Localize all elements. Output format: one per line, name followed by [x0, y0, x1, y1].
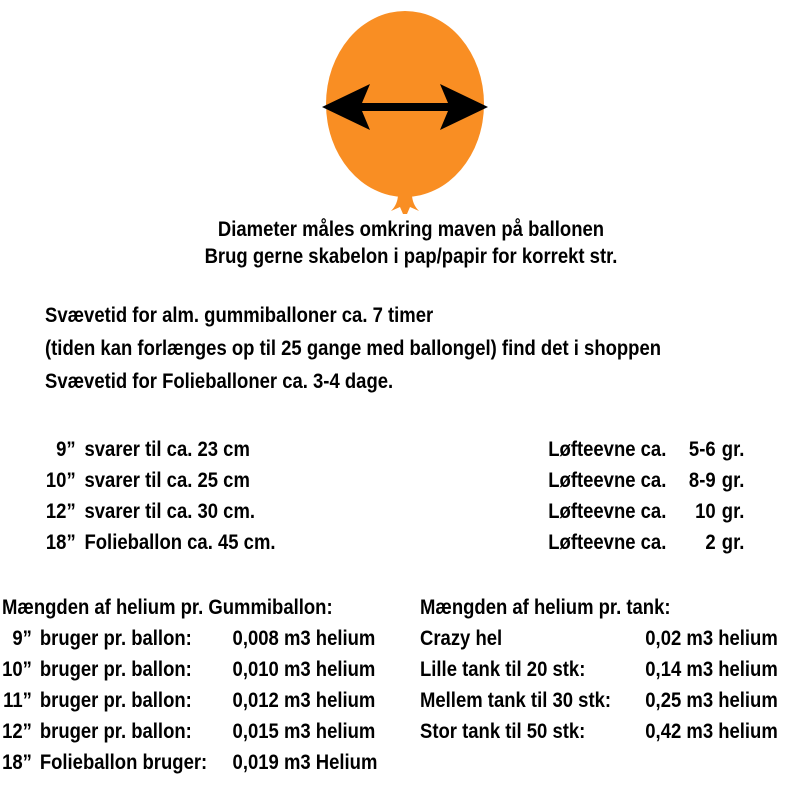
row-value: 0,25 m3 helium — [645, 689, 778, 712]
helium-tank-row — [420, 654, 800, 685]
row-label: Lille tank til 20 stk: — [420, 658, 586, 681]
float-time-line-3: Svævetid for Folieballoner ca. 3-4 dage. — [45, 370, 394, 393]
size-inches: 18” — [45, 531, 76, 554]
row-inches: 9” — [12, 627, 32, 650]
caption-line-1: Diameter måles omkring maven på ballonen — [217, 218, 605, 241]
lift-value: 5-6 — [688, 438, 716, 461]
balloon-knot — [391, 194, 419, 214]
helium-per-tank-section — [420, 592, 800, 747]
helium-tank-row — [420, 685, 800, 716]
row-inches: 18” — [2, 751, 32, 774]
helium-balloon-row — [2, 685, 442, 716]
row-value: 0,012 m3 helium — [232, 689, 376, 712]
lift-value: 10 — [695, 500, 716, 523]
size-text: svarer til ca. 30 cm. — [84, 500, 256, 523]
float-time-line-2: (tiden kan forlænges op til 25 gange med ballongel) find det i shoppen — [45, 337, 662, 360]
lift-unit: gr. — [721, 531, 745, 554]
size-inches: 10” — [45, 469, 76, 492]
helium-per-tank-title: Mængden af helium pr. tank: — [420, 596, 671, 619]
row-value: 0,14 m3 helium — [645, 658, 778, 681]
caption-line-2: Brug gerne skabelon i pap/papir for korrekt str. — [204, 245, 618, 268]
lift-label: Løfteevne ca. — [548, 531, 667, 554]
size-text: svarer til ca. 25 cm — [84, 469, 250, 492]
diameter-caption — [49, 216, 772, 270]
row-value: 0,02 m3 helium — [645, 627, 778, 650]
size-inches: 12” — [45, 500, 76, 523]
lift-label: Løfteevne ca. — [548, 438, 667, 461]
size-row — [0, 496, 797, 527]
row-value: 0,008 m3 helium — [232, 627, 376, 650]
float-time-note — [45, 299, 800, 398]
row-value: 0,010 m3 helium — [232, 658, 376, 681]
size-conversion-table — [0, 434, 797, 558]
row-inches: 10” — [2, 658, 32, 681]
row-value: 0,019 m3 Helium — [232, 751, 378, 774]
row-label: Crazy hel — [420, 627, 503, 650]
row-label: bruger pr. ballon: — [39, 720, 192, 743]
float-time-line-1: Svævetid for alm. gummiballoner ca. 7 timer — [45, 304, 434, 327]
lift-value: 2 — [705, 531, 716, 554]
size-row — [0, 527, 797, 558]
size-row — [0, 465, 797, 496]
size-text: Folieballon ca. 45 cm. — [84, 531, 276, 554]
balloon-figure — [315, 5, 500, 220]
helium-balloon-row — [2, 654, 442, 685]
row-inches: 12” — [2, 720, 32, 743]
lift-label: Løfteevne ca. — [548, 469, 667, 492]
row-value: 0,015 m3 helium — [232, 720, 376, 743]
row-label: Folieballon bruger: — [39, 751, 208, 774]
lift-unit: gr. — [721, 438, 745, 461]
lift-label: Løfteevne ca. — [548, 500, 667, 523]
lift-capacity — [548, 434, 744, 465]
row-label: bruger pr. ballon: — [39, 689, 192, 712]
row-value: 0,42 m3 helium — [645, 720, 778, 743]
size-text: svarer til ca. 23 cm — [84, 438, 250, 461]
helium-tank-row — [420, 716, 800, 747]
lift-unit: gr. — [721, 469, 745, 492]
lift-capacity — [548, 496, 744, 527]
lift-unit: gr. — [721, 500, 745, 523]
size-row — [0, 434, 797, 465]
row-label: Mellem tank til 30 stk: — [420, 689, 612, 712]
row-label: bruger pr. ballon: — [39, 658, 192, 681]
size-inches: 9” — [56, 438, 76, 461]
helium-balloon-row — [2, 716, 442, 747]
helium-per-balloon-title: Mængden af helium pr. Gummiballon: — [2, 596, 333, 619]
lift-capacity — [548, 527, 744, 558]
row-label: Stor tank til 50 stk: — [420, 720, 586, 743]
lift-value: 8-9 — [688, 469, 716, 492]
helium-per-balloon-section — [2, 592, 442, 778]
row-inches: 11” — [3, 689, 32, 712]
helium-balloon-row — [2, 623, 442, 654]
helium-tank-row — [420, 623, 800, 654]
helium-balloon-row — [2, 747, 442, 778]
lift-capacity — [548, 465, 744, 496]
row-label: bruger pr. ballon: — [39, 627, 192, 650]
